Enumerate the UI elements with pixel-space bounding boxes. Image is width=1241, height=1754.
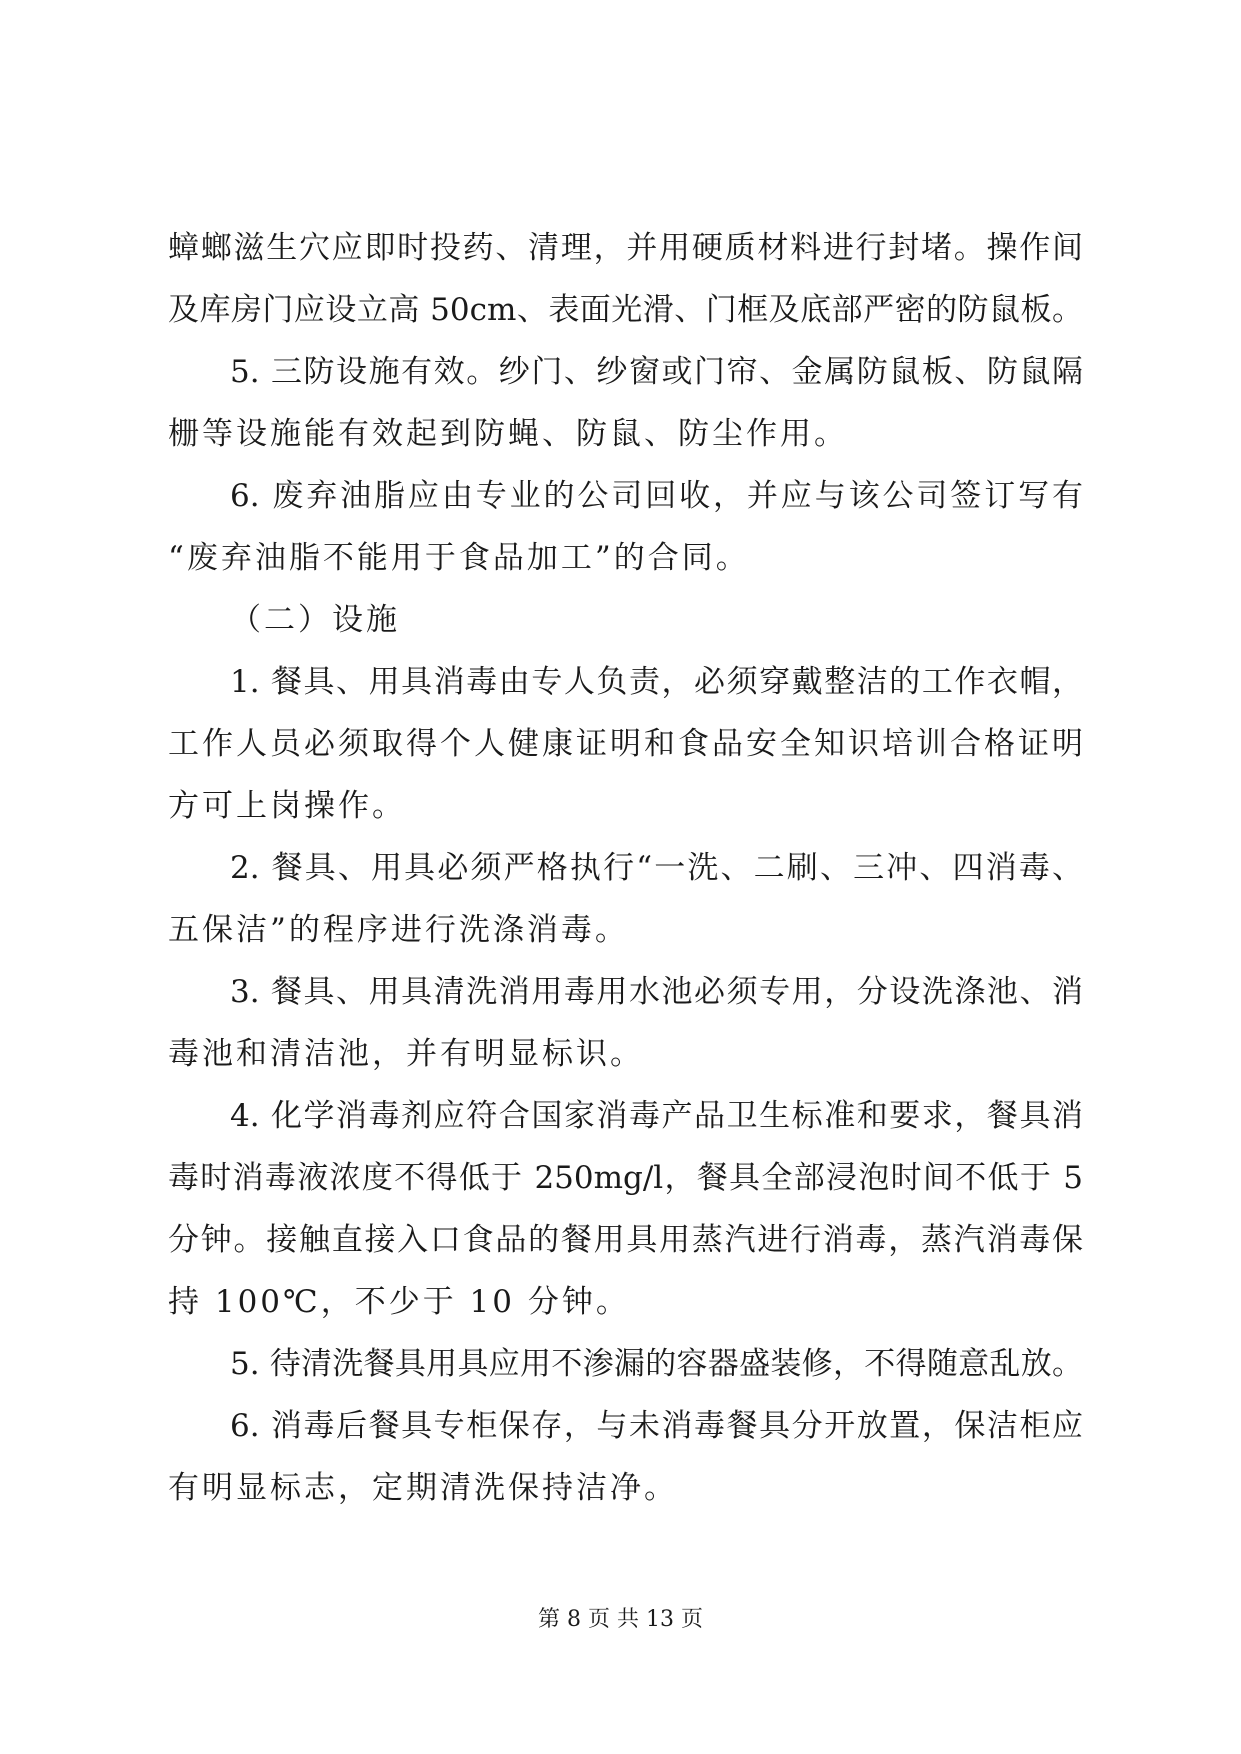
text-line: “废弃油脂不能用于食品加工”的合同。: [168, 540, 750, 576]
page-number-footer: 第 8 页 共 13 页: [538, 1607, 703, 1632]
text-line: 5. 待清洗餐具用具应用不渗漏的容器盛装修，不得随意乱放。: [230, 1346, 1083, 1382]
text-line: 分钟。接触直接入口食品的餐用具用蒸汽进行消毒，蒸汽消毒保: [168, 1222, 1083, 1258]
text-line: 及库房门应设立高 50cm、表面光滑、门框及底部严密的防鼠板。: [168, 292, 1083, 328]
text-line: 方可上岗操作。: [168, 788, 406, 824]
text-line: 6. 废弃油脂应由专业的公司回收，并应与该公司签订写有: [230, 478, 1083, 514]
text-line: 毒池和清洁池，并有明显标识。: [168, 1036, 644, 1072]
text-line: 3. 餐具、用具清洗消用毒用水池必须专用，分设洗涤池、消: [230, 974, 1083, 1010]
section-heading: （二）设施: [230, 602, 400, 638]
text-line: 5. 三防设施有效。纱门、纱窗或门帘、金属防鼠板、防鼠隔: [230, 354, 1083, 390]
text-line: 2. 餐具、用具必须严格执行“一洗、二刷、三冲、四消毒、: [230, 850, 1083, 886]
text-line: 蟑螂滋生穴应即时投药、清理，并用硬质材料进行封堵。操作间: [168, 230, 1083, 266]
text-line: 有明显标志，定期清洗保持洁净。: [168, 1470, 678, 1506]
text-line: 工作人员必须取得个人健康证明和食品安全知识培训合格证明: [168, 726, 1083, 762]
text-line: 6. 消毒后餐具专柜保存，与未消毒餐具分开放置，保洁柜应: [230, 1408, 1083, 1444]
text-line: 4. 化学消毒剂应符合国家消毒产品卫生标准和要求，餐具消: [230, 1098, 1083, 1134]
text-line: 持 100℃，不少于 10 分钟。: [168, 1284, 630, 1320]
text-line: 五保洁”的程序进行洗涤消毒。: [168, 912, 629, 948]
text-line: 毒时消毒液浓度不得低于 250mg/l，餐具全部浸泡时间不低于 5: [168, 1160, 1083, 1196]
text-line: 1. 餐具、用具消毒由专人负责，必须穿戴整洁的工作衣帽，: [230, 664, 1083, 700]
text-line: 栅等设施能有效起到防蝇、防鼠、防尘作用。: [168, 416, 848, 452]
